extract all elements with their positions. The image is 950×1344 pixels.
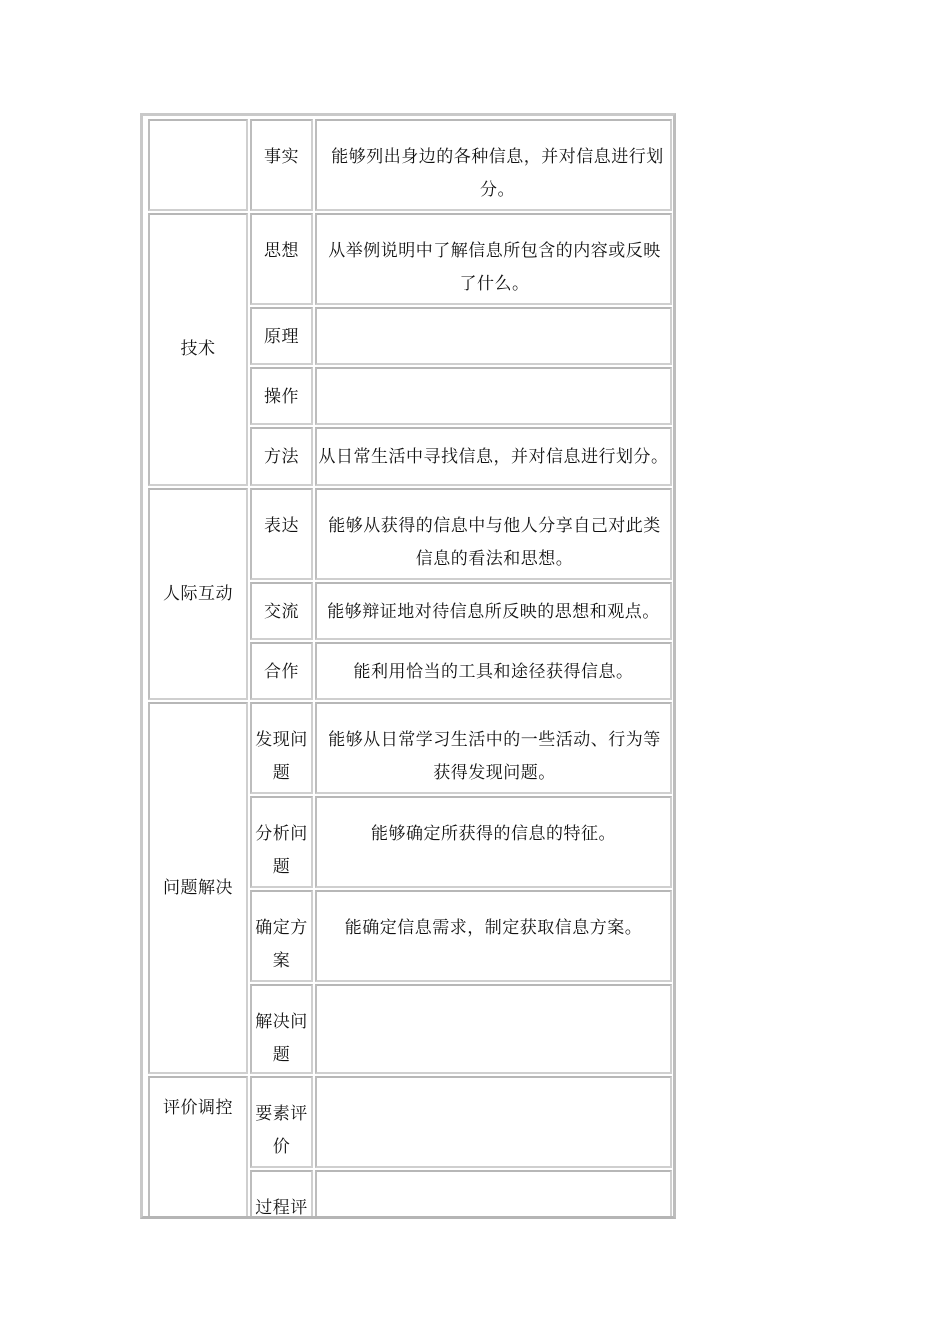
description-cell [315,488,672,580]
description-text: 从日常生活中寻找信息，并对信息进行划分。 [318,447,669,467]
sub-item-label: 方法 [264,447,299,467]
sub-item-cell [250,582,313,640]
sub-item-label: 过程评 [255,1198,308,1218]
group-label: 技术 [180,339,216,359]
sub-item-cell [250,642,313,700]
description-text: 能确定信息需求，制定获取信息方案。 [344,918,643,938]
group-label: 人际互动 [163,583,233,604]
group-label: 问题解决 [163,877,233,898]
sub-item-label: 交流 [264,602,299,622]
sub-item-cell [250,702,313,794]
sub-item-cell [250,1076,313,1168]
sub-item-cell [250,488,313,580]
sub-item-label: 合作 [264,662,299,682]
description-cell [315,796,672,888]
description-text: 能够列出身边的各种信息，并对信息进行划分。 [331,147,664,200]
sub-item-label: 原理 [264,327,299,347]
description-cell [315,984,672,1074]
sub-item-cell [250,307,313,365]
sub-item-label: 表达 [264,516,299,536]
description-cell [315,367,672,425]
description-cell [315,1170,672,1219]
group-cell-empty [148,119,248,211]
group-label: 评价调控 [163,1098,233,1118]
group-cell-evaluation [148,1076,248,1219]
description-cell [315,307,672,365]
description-text: 能够确定所获得的信息的特征。 [371,824,616,844]
sub-item-label: 解决问题 [255,1012,308,1065]
sub-item-label: 思想 [264,241,299,261]
group-cell-problem-solving [148,702,248,1074]
sub-item-label: 事实 [264,147,299,167]
description-text: 能利用恰当的工具和途径获得信息。 [353,662,634,682]
sub-item-cell [250,984,313,1074]
sub-item-cell [250,890,313,982]
description-cell [315,702,672,794]
sub-item-cell [250,796,313,888]
description-text: 能够从获得的信息中与他人分享自己对此类信息的看法和思想。 [328,516,661,569]
sub-item-cell [250,1170,313,1219]
description-text: 从举例说明中了解信息所包含的内容或反映了什么。 [328,241,661,294]
description-cell [315,582,672,640]
description-text: 能够辩证地对待信息所反映的思想和观点。 [327,602,660,622]
sub-item-label: 确定方案 [255,918,308,971]
sub-item-label: 操作 [264,387,299,407]
sub-item-label: 要素评价 [255,1104,308,1157]
description-cell [315,119,672,211]
standards-table [140,113,676,1219]
description-cell [315,427,672,486]
description-cell [315,642,672,700]
sub-item-cell [250,427,313,486]
sub-item-cell [250,367,313,425]
sub-item-cell [250,213,313,305]
description-cell [315,1076,672,1168]
description-cell [315,213,672,305]
group-cell-interpersonal [148,488,248,700]
description-cell [315,890,672,982]
group-cell-technology [148,213,248,486]
sub-item-cell [250,119,313,211]
sub-item-label: 发现问题 [255,730,308,783]
description-text: 能够从日常学习生活中的一些活动、行为等获得发现问题。 [328,730,661,783]
sub-item-label: 分析问题 [255,824,308,877]
